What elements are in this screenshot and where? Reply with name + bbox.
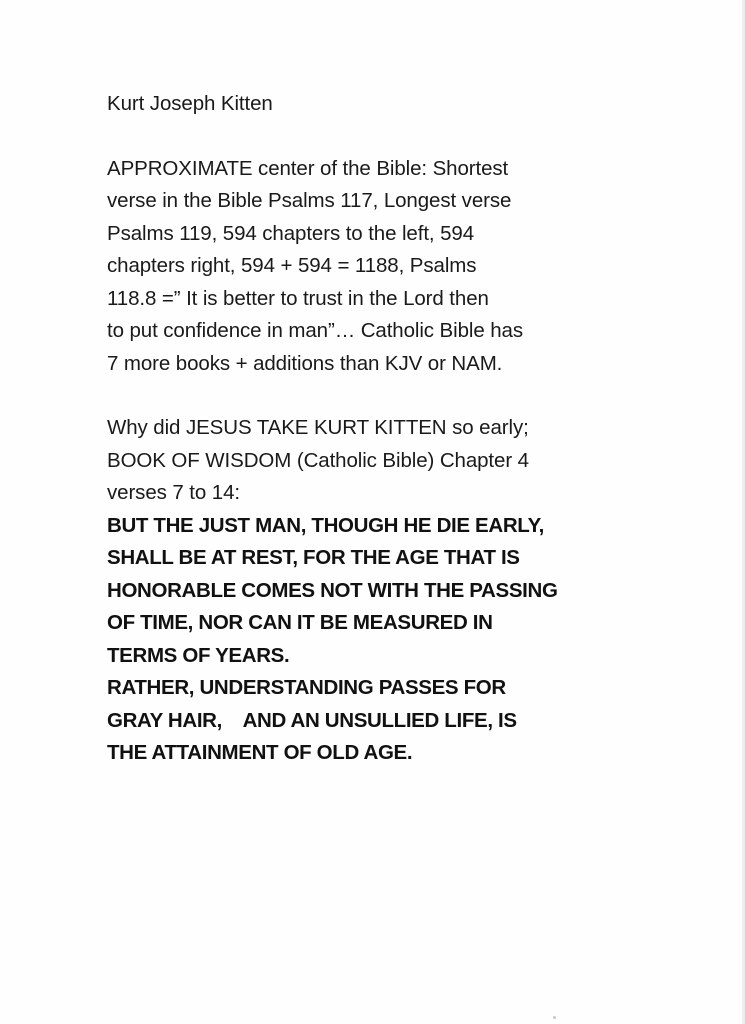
text-line: BOOK OF WISDOM (Catholic Bible) Chapter 4 [107,448,529,472]
scan-speck [553,1016,556,1019]
text-line: APPROXIMATE center of the Bible: Shortest [107,156,509,180]
paragraph-bible-center [107,153,667,381]
text-line: verse in the Bible Psalms 117, Longest verse [107,189,512,212]
paragraph-book-of-wisdom [107,412,667,770]
quote-line: BUT THE JUST MAN, THOUGH HE DIE EARLY, [107,513,544,537]
text-line: chapters right, 594 + 594 = 1188, Psalms [107,254,477,277]
document-body [107,88,667,770]
quote-line: TERMS OF YEARS. [107,643,290,667]
quote-line: OF TIME, NOR CAN IT BE MEASURED IN [107,611,493,634]
quote-line: THE ATTAINMENT OF OLD AGE. [107,741,413,764]
text-line: to put confidence in man”… Catholic Bible has [107,319,523,342]
quote-line: RATHER, UNDERSTANDING PASSES FOR [107,676,506,699]
quote-line: GRAY HAIR, AND AN UNSULLIED LIFE, IS [107,708,517,732]
text-line: 118.8 =” It is better to trust in the Lord then [107,286,489,310]
author-name: Kurt Joseph Kitten [107,92,273,115]
quote-line: HONORABLE COMES NOT WITH THE PASSING [107,578,558,602]
text-line: 7 more books + additions than KJV or NAM. [107,351,503,375]
quote-line: SHALL BE AT REST, FOR THE AGE THAT IS [107,546,520,569]
text-line: verses 7 to 14: [107,481,240,504]
text-line: Why did JESUS TAKE KURT KITTEN so early; [107,416,529,439]
text-line: Psalms 119, 594 chapters to the left, 594 [107,221,475,245]
